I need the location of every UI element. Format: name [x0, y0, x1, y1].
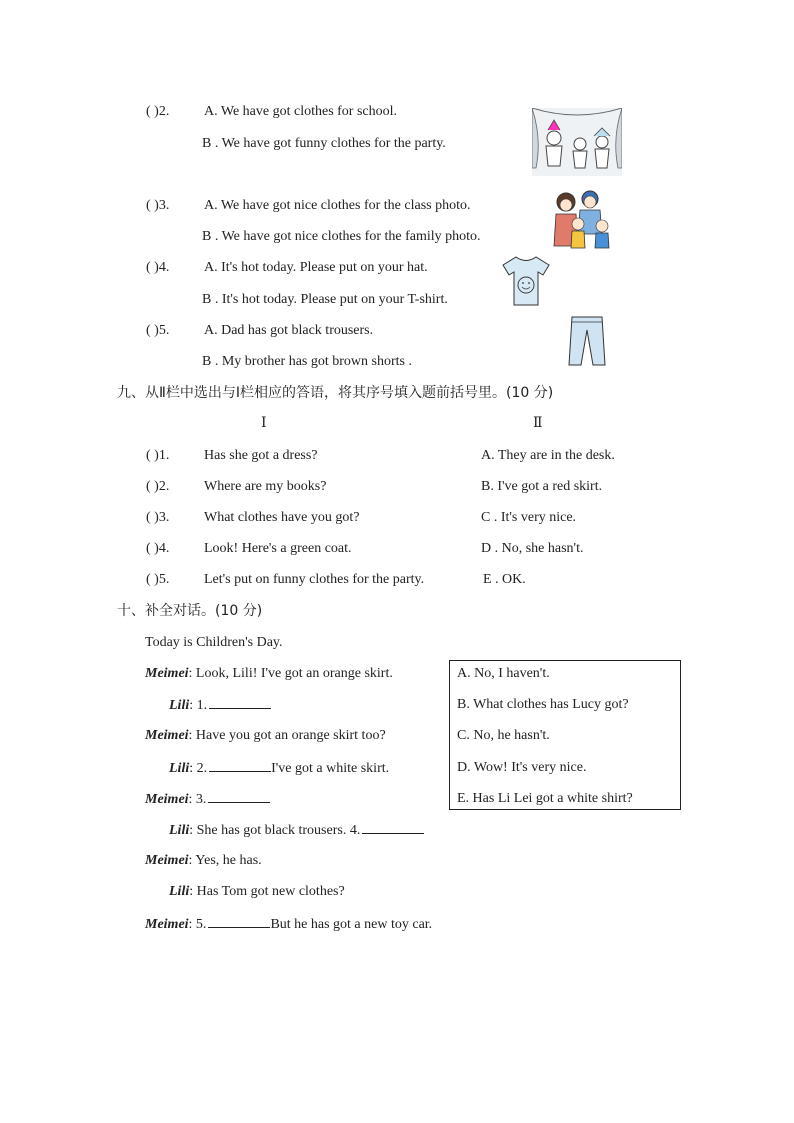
- item9-1-question: Has she got a dress?: [204, 448, 318, 463]
- line-text-after: I've got a white skirt.: [271, 761, 390, 776]
- t-shirt-picture: [500, 254, 552, 308]
- dialogue-line-5: [145, 790, 270, 809]
- item8-2-paren[interactable]: ( )2.: [146, 104, 170, 119]
- item8-5-option-b: B . My brother has got brown shorts .: [202, 354, 412, 369]
- item8-2-option-a: A. We have got clothes for school.: [204, 104, 398, 119]
- item8-3-option-b: B . We have got nice clothes for the family photo.: [202, 229, 481, 244]
- speaker-name: Meimei: [145, 853, 189, 868]
- item8-3-option-a: A. We have got nice clothes for the class photo.: [204, 198, 471, 213]
- speaker-name: Meimei: [145, 666, 189, 681]
- answer-b: B. I've got a red skirt.: [481, 479, 603, 494]
- item8-2-option-b: B . We have got funny clothes for the party.: [202, 136, 446, 151]
- line-text: : 3.: [188, 792, 207, 807]
- answer-blank-2[interactable]: [209, 759, 271, 772]
- speaker-name: Lili: [169, 884, 190, 899]
- speaker-name: Lili: [169, 823, 190, 838]
- item9-1-paren[interactable]: ( )1.: [146, 448, 170, 463]
- option-e: E. Has Li Lei got a white shirt?: [457, 791, 633, 806]
- answer-e: E . OK.: [483, 572, 526, 587]
- option-a: A. No, I haven't.: [457, 666, 550, 681]
- column-2-header: Ⅱ: [533, 416, 543, 431]
- option-b: B. What clothes has Lucy got?: [457, 697, 629, 712]
- dialogue-line-4: [169, 759, 389, 778]
- item8-3-paren[interactable]: ( )3.: [146, 198, 170, 213]
- item8-4-option-a: A. It's hot today. Please put on your hat.: [204, 260, 428, 275]
- answer-blank-4[interactable]: [362, 821, 424, 834]
- column-1-header: Ⅰ: [261, 416, 267, 431]
- item8-5-paren[interactable]: ( )5.: [146, 323, 170, 338]
- item9-2-paren[interactable]: ( )2.: [146, 479, 170, 494]
- answer-a: A. They are in the desk.: [481, 448, 615, 463]
- item9-2-question: Where are my books?: [204, 479, 327, 494]
- trousers-picture: [566, 314, 608, 368]
- item9-4-paren[interactable]: ( )4.: [146, 541, 170, 556]
- item9-3-paren[interactable]: ( )3.: [146, 510, 170, 525]
- section10-title: 十、补全对话。(10 分): [117, 603, 263, 619]
- speaker-name: Meimei: [145, 917, 189, 932]
- item8-5-option-a: A. Dad has got black trousers.: [204, 323, 374, 338]
- dialogue-line-6: [169, 821, 424, 840]
- line-text: : 5.: [188, 917, 207, 932]
- dialogue-intro: Today is Children's Day.: [145, 635, 283, 650]
- item9-4-question: Look! Here's a green coat.: [204, 541, 352, 556]
- answer-blank-1[interactable]: [209, 696, 271, 709]
- line-text: : Has Tom got new clothes?: [189, 884, 345, 899]
- line-text: : 1.: [189, 698, 208, 713]
- dialogue-line-3: [145, 727, 386, 745]
- line-text: : 2.: [189, 761, 208, 776]
- speaker-name: Meimei: [145, 792, 189, 807]
- answer-c: C . It's very nice.: [481, 510, 577, 525]
- item8-4-paren[interactable]: ( )4.: [146, 260, 170, 275]
- item8-4-option-b: B . It's hot today. Please put on your T-shirt.: [202, 292, 448, 307]
- line-text-after: But he has got a new toy car.: [270, 917, 433, 932]
- family-photo-picture: [548, 186, 614, 252]
- item9-5-paren[interactable]: ( )5.: [146, 572, 170, 587]
- speaker-name: Meimei: [145, 728, 189, 743]
- answer-blank-3[interactable]: [208, 790, 270, 803]
- line-text: : She has got black trousers. 4.: [189, 823, 361, 838]
- item9-3-question: What clothes have you got?: [204, 510, 360, 525]
- dialogue-line-8: [169, 883, 345, 901]
- line-text: : Yes, he has.: [188, 853, 262, 868]
- line-text: : Have you got an orange skirt too?: [188, 728, 386, 743]
- dialogue-line-1: [145, 665, 393, 683]
- answer-d: D . No, she hasn't.: [481, 541, 584, 556]
- option-d: D. Wow! It's very nice.: [457, 760, 587, 775]
- answer-blank-5[interactable]: [208, 915, 270, 928]
- line-text: : Look, Lili! I've got an orange skirt.: [188, 666, 393, 681]
- item9-5-question: Let's put on funny clothes for the party.: [204, 572, 425, 587]
- section9-title: 九、从Ⅱ栏中选出与Ⅰ栏相应的答语，将其序号填入题前括号里。(10 分): [117, 385, 554, 401]
- dialogue-line-7: [145, 852, 262, 870]
- dialogue-line-9: [145, 915, 432, 934]
- speaker-name: Lili: [169, 698, 190, 713]
- option-c: C. No, he hasn't.: [457, 728, 550, 743]
- speaker-name: Lili: [169, 761, 190, 776]
- dialogue-line-2: [169, 696, 271, 715]
- party-stage-picture: [532, 108, 622, 176]
